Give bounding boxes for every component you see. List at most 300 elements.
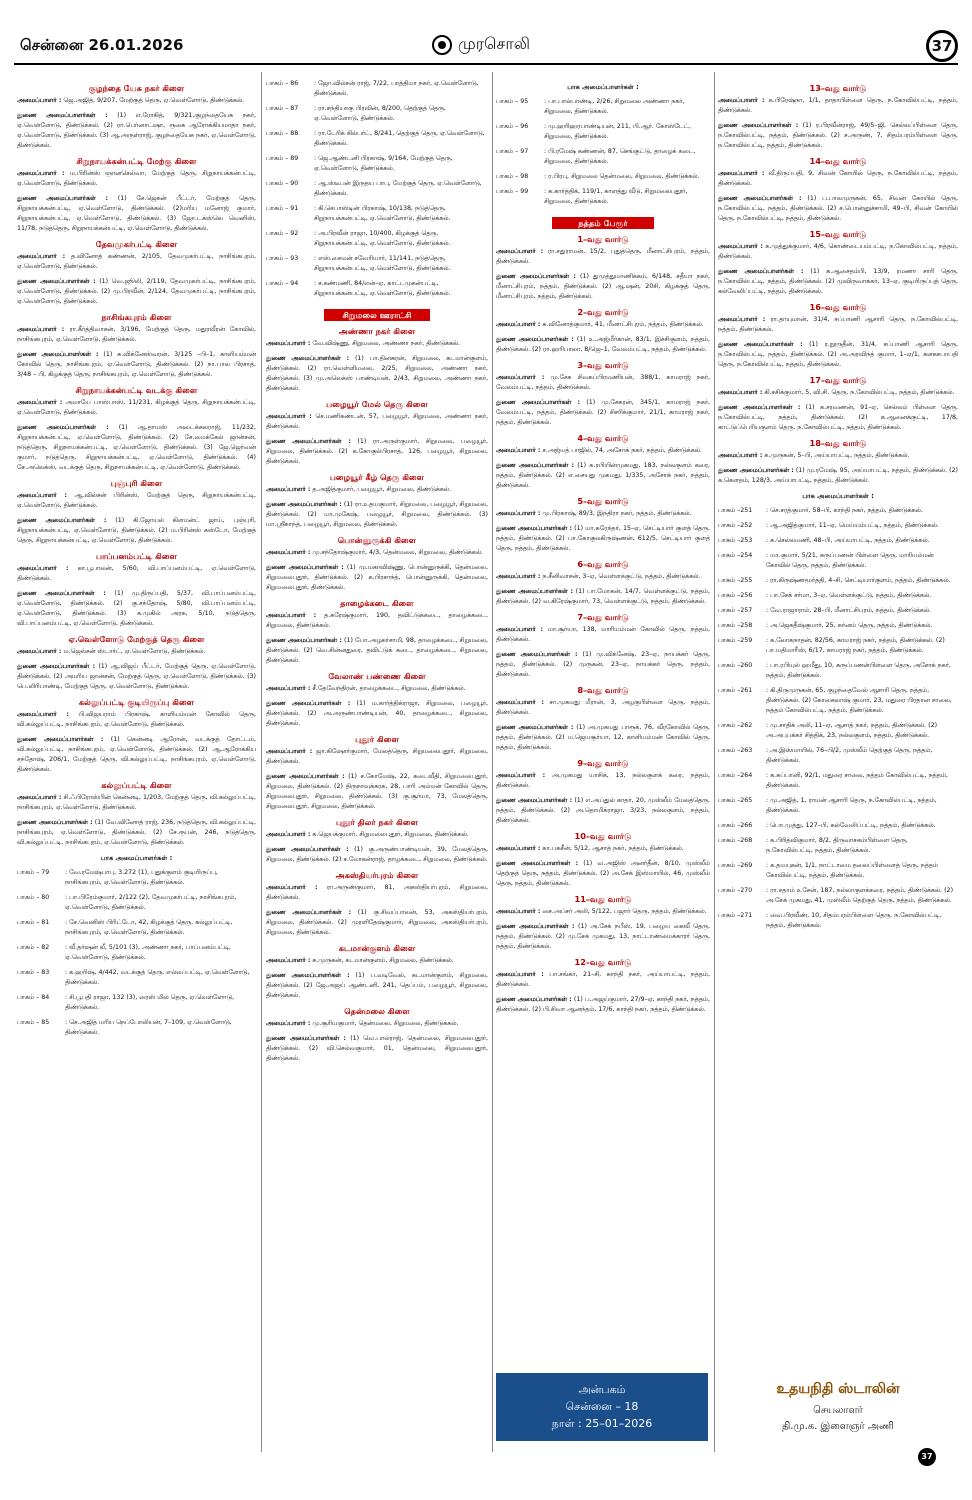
entry-paragraph (17, 491, 256, 511)
entry-paragraph (266, 354, 488, 394)
section-heading: வேலாண் பண்ணை கிளை (328, 671, 426, 681)
entry-text: த.சுரேஷ்குமார், 190, தவிட்டுக்கடை, தாழைக்கடை, சிறுமலை, திண்டுக்கல். (266, 612, 488, 629)
booth-details: : சே.வெனிஸ் பிரிட்டோ, 42, கிழக்குத் தெரு, கல்லுப்பட்டி, நாசிங்கபுரம், ஏ.வெள்ளோடு, திண்டுக்கல். (65, 919, 233, 936)
entry-text: (1) க.ஆசைதம்பி, 13/9, ரமணா சாரி தெரு, ந.கோவில்பட்டி, நத்தம், திண்டுக்கல். (2) முவிருவாக்கர், 13–ஏ, குடியிருப்புத் தெரு, கல்வேலிப்பட்டி, நத்தம், திண்டுக்கல். (718, 268, 958, 295)
entry-label: அமைப்பாளர் : (17, 711, 69, 718)
entry-paragraph (718, 388, 958, 398)
entry-text: (1) கென்னடி ஆரோன், வடக்குத் தோட்டம், வி.கல்லுப்பட்டி, நாசிங்கபுரம், ஏ.வெள்ளோடு, திண்டுக்கல். (2) ஆ.ஆரோக்கிய சந்தோஷ், 206/1, மேற்குத் தெரு, வி.கல்லுப்பட்டி, நாசிங்கபுரம், ஏ.வெள்ளோடு, திண்டுக்கல். (17, 736, 256, 773)
entry-label: அமைப்பாளர் : (17, 565, 69, 572)
booth-row (266, 128, 488, 153)
entry-text: (1) ரா.அருள்குமார், சிறுமலை, பழையூர், சிறுமலை, திண்டுக்கல். (2) க.கோகுல்பிரசாத், 126, பழையூர், சிறுமலை, திண்டுக்கல். (266, 438, 488, 465)
entry-paragraph (17, 111, 256, 151)
entry-label: அமைப்பாளர் : (718, 389, 763, 396)
entry-label: அமைப்பாளர் : (718, 97, 765, 104)
booth-number: பாகம் – 96 (496, 123, 529, 130)
entry-label: துணை அமைப்பாளர்கள் : (17, 351, 99, 358)
booth-table (496, 96, 710, 211)
entry-label: அமைப்பாளர் : (496, 510, 541, 517)
entry-label: அமைப்பாளர் : (17, 326, 65, 333)
booth-details: : க.கார்த்திக், 119/1, காளத்து வீடு, சிறுமலைபுதூர், சிறுமலை, திண்டுக்கல். (544, 188, 688, 205)
booth-details: : ர.பிரபு, சிறுமலை தென்மலை, சிறுமலை, திண்டுக்கல். (544, 173, 700, 180)
entry-paragraph (496, 272, 710, 302)
entry-label: அமைப்பாளர் : (266, 413, 312, 420)
entry-label: துணை அமைப்பாளர்கள் : (266, 355, 350, 362)
entry-text: கா.பகசீன், 5/12, ஆசாத் நகர், நத்தம், திண்டுக்கல். (542, 845, 684, 852)
entry-label: துணை அமைப்பாளர்கள் : (266, 637, 342, 644)
entry-text: (1) ச.கோமேஷ், 22, கடைவீதி, சிறுமலைபுதூர், சிறுமலை, திண்டுக்கல். (2) திருநாவுக்கரசு, 28, பாரி அம்மன் கோவில் தெரு, சிறுமலைபுதூர், சிறுமலை, திண்டுக்கல். (3) கு.சூர்யா, 73, மேலத்தெரு, சிறுமலைபுதூர், சிறுமலை, திண்டுக்கல். (266, 773, 488, 810)
entry-text: க.முருகன், 5–பி, அய்யாபட்டி, நத்தம், திண்டுக்கல். (764, 452, 910, 459)
booth-number: பாகம் – 99 (496, 188, 529, 195)
booth-number: பாகம் –256 (718, 592, 753, 599)
entry-paragraph (266, 747, 488, 767)
entry-label: அமைப்பாளர் : (496, 573, 541, 580)
entry-label: துணை அமைப்பாளர்கள் : (266, 846, 349, 853)
booth-details: : ரா.சந்தியாகு பிரவின், 8/200, தெற்குத் தெரு, ஏ.வெள்ளோடு, திண்டுக்கல். (314, 105, 446, 122)
booth-row (17, 942, 256, 967)
entry-text: (1) ப.வடிவேல், கடமான்குளம், சிறுமலை, திண்டுக்கல். (2) ஜே.அஜய் ஆண்டனி, 241, தெப்பம், பழையூர், சிறுமலை, திண்டுக்கல். (266, 972, 488, 999)
entry-paragraph (266, 563, 488, 593)
entry-label: துணை அமைப்பாளர்கள் : (496, 525, 572, 532)
booth-details: : வீ.தர்ஷன் லீ, 5/101 (3), அண்ணா நகர், பாப்பனம்பட்டி, ஏ.வெள்ளோடு, திண்டுக்கல். (65, 944, 231, 961)
booth-row (496, 186, 710, 211)
entry-paragraph (266, 684, 488, 694)
section-heading: 7–வது வார்டு (577, 612, 629, 622)
entry-label: அமைப்பாளர் : (718, 243, 763, 250)
entry-label: அமைப்பாளர் : (718, 452, 763, 459)
box-city: சென்னை – 18 (565, 1400, 639, 1413)
entry-text: (1) வெ.பால்ராஜ், தென்மலை, சிறுமலைபுதூர், திண்டுக்கல். (2) வி.செல்வகுமார், 01, தென்மலை, சிறுமலைபுதூர், திண்டுக்கல். (266, 1035, 488, 1062)
booth-details: : ரா.சதாம் உசேன், 187, நல்லாகுளக்கரை, நத்தம், திண்டுக்கல். (2) அ.சேக் முகமது, 41, முஸ்லீம் தெற்குத் தெரு, நத்தம், திண்டுக்கல். (766, 887, 954, 904)
booth-number: பாகம் –266 (718, 822, 753, 829)
entry-label: துணை அமைப்பாளர்கள் : (17, 278, 96, 285)
entry-paragraph (266, 500, 488, 530)
entry-paragraph (718, 340, 958, 370)
entry-label: துணை அமைப்பாளர்கள் : (496, 462, 575, 469)
entry-text: (1) ப.அஜய்குமார், 27/9–ஏ, காந்தி நகர், நத்தம், திண்டுக்கல். (2) பி.சிவா ஆனந்தம், 17/6, காந்தி நகர், நத்தம், திண்டுக்கல். (496, 996, 710, 1013)
entry-text: மு.சூரியகுமார், தென்மலை, சிறுமலை, திண்டுக்கல். (312, 1020, 459, 1027)
entry-text: (1) துமுத்துமாணிக்கம், 6/148, சதீயா நகர், மீனாட்சிபுரம், நத்தம், திண்டுக்கல். (2) ஆ.ஷன், 20சி, கிழக்குத் தெரு, மீனாட்சிபுரம், நத்தம், திண்டுக்கல். (496, 273, 710, 300)
entry-text: ஜெ.அஜித், 9/207, மேற்குத் தெரு, ஏ.வெள்ளோடு, திண்டுக்கல். (63, 97, 245, 104)
entry-paragraph (718, 267, 958, 297)
entry-paragraph (718, 466, 958, 486)
entry-paragraph (496, 524, 710, 554)
entry-paragraph (17, 325, 256, 345)
booth-number: பாகம் – 84 (17, 994, 50, 1001)
booth-number: பாகம் –263 (718, 747, 753, 754)
entry-text: க.முத்துக்குமார், 4/6, கொண்டையம்பட்டி, ந.கோவில்பட்டி, நத்தம், திண்டுக்கல். (718, 243, 958, 260)
entry-label: துணை அமைப்பாளர்கள் : (17, 112, 108, 119)
booth-details: : பொ.முத்து, 127–பி, கல்வேலிப்பட்டி, நத்தம், திண்டுக்கல். (766, 822, 936, 829)
entry-label: அமைப்பாளர் : (17, 97, 62, 104)
section-banner: சிறுமலை ஊராட்சி (324, 309, 431, 321)
booth-number: பாகம் –258 (718, 622, 753, 629)
entry-label: துணை அமைப்பாளர்கள் : (496, 399, 581, 406)
entry-paragraph (17, 423, 256, 473)
booth-details: : அ.பிரவீன் ராஜா, 10/400, கிழக்குத் தெரு, சிறுநாயக்கன்பட்டி, ஏ.வெள்ளோடு, திண்டுக்கல். (314, 230, 451, 247)
booth-row (17, 892, 256, 917)
section-heading: 13–வது வார்டு (809, 83, 867, 93)
entry-label: துணை அமைப்பாளர்கள் : (496, 588, 573, 595)
booth-number: பாகம் – 85 (17, 1019, 50, 1026)
entry-text: (1) போ.அழகர்சாமி, 98, தாழைக்கடை, சிறுமலை, திண்டுக்கல். (2) வெ.சின்னதுரை, தவிட்டுக் கடை, தாழைக்கடை, சிறுமலை, திண்டுக்கல். (266, 637, 488, 664)
booth-number: பாகம் –269 (718, 862, 753, 869)
entry-label: துணை அமைப்பாளர்கள் : (266, 909, 352, 916)
booth-details: : க.தமயுகன், 1/1, நாட்டாமை தலைப்பிள்ளைத் தெரு, நத்தம் கோவில்பட்டி, நத்தம், திண்டுக்கல். (766, 862, 938, 879)
entry-label: துணை அமைப்பாளர்கள் : (266, 564, 344, 571)
booth-row (718, 795, 958, 820)
entry-paragraph (496, 446, 710, 456)
entry-text: (1) அ.முகமது பாரூக், 76, வீரகோவில் தெரு, நத்தம், திண்டுக்கல். (2) ம.ஜெயசூர்யா, 12, காளியம்மன் கோவில் தெரு, நத்தம், திண்டுக்கல். (496, 724, 710, 751)
entry-label: துணை அமைப்பாளர்கள் : (17, 590, 106, 597)
entry-text: ரா.அருண்குமார், 81, அகஸ்தியர்புரம், சிறுமலை, திண்டுக்கல். (266, 884, 488, 901)
booth-details: : ச.கண்மணி, 84/என்–ஏ, காட்டமுகன்பட்டி, சிறுநாயக்கன்பட்டி, ஏ.வெள்ளோடு, திண்டுக்கல். (314, 280, 451, 297)
booth-details: : மு.ஹரிஹரபாண்டியன், 211, பி.ஆர். கோஸ்டேட், சிறுமலை, திண்டுக்கல். (544, 123, 691, 140)
section-heading: 14–வது வார்டு (809, 156, 867, 166)
entry-label: அமைப்பாளர் : (266, 340, 311, 347)
entry-text: (1) ம.கார்த்திக்ராஜா, சிறுமலை, பழையூர், திண்டுக்கல். (2) அ.அருண்பாண்டியன், 40, தாழைக்கடை, சிறுமலை, திண்டுக்கல். (266, 700, 488, 727)
entry-label: அமைப்பாளர் : (17, 648, 62, 655)
subheading: பாக அமைப்பாளர்கள் : (802, 492, 874, 500)
entry-label: துணை அமைப்பாளர்கள் : (266, 438, 351, 445)
entry-paragraph (266, 412, 488, 432)
entry-paragraph (496, 320, 710, 330)
entry-paragraph (496, 461, 710, 491)
entry-paragraph (496, 247, 710, 267)
entry-label: அமைப்பாளர் : (266, 884, 318, 891)
entry-label: அமைப்பாளர் : (496, 374, 545, 381)
entry-text: (1) சு.விக்னேஸ்வரன், 3/125 –பி–1, காளியம்மன் கோவில் தெரு, நாசிங்கபுரம், ஏ.வெள்ளோடு, திண்டுக்கல். (2) நா.பால பிரசாத், 3/48 – பி, கிழக்குத் தெரு, நாசிங்கபுரம், ஏ.வெள்ளோடு, திண்டுக்கல். (17, 351, 256, 378)
entry-text: சீ.தேவேந்திரன், தாழைக்கடை, சிறுமலை, திண்டுக்கல். (312, 685, 466, 692)
entry-paragraph (17, 710, 256, 730)
entry-text: ரா.சதுராமன், 15/2, புதுத்தெரு, மீனாட்சிபுரம், நத்தம், திண்டுக்கல். (496, 248, 710, 265)
entry-text: (1) க.ரபியின்முகமது, 183, நல்லகுளம் கரை, நத்தம், திண்டுக்கல். (2) எ.சையது முகமது, 1/335, அசோக் நகர், நத்தம், திண்டுக்கல். (496, 462, 710, 489)
entry-text: (1) மு.விக்னேஷ், 23–ஏ, நாயக்கர் தெரு, நத்தம், திண்டுக்கல். (2) முருகன், 23–ஏ, நாயக்கர் தெரு, நத்தம், திண்டுக்கல். (496, 651, 710, 678)
entry-paragraph (496, 650, 710, 680)
entry-text: (1) மு.ரமேஷ், 95, அய்யாபட்டி, நத்தம், திண்டுக்கல். (2) க.கௌதம், 128/3, அய்யாபட்டி, நத்தம், திண்டுக்கல். (718, 467, 958, 484)
entry-text: மா.சூர்யா, 138, மாரியம்மன் கோவில் தெரு, நத்தம், திண்டுக்கல். (496, 626, 710, 643)
entry-text: (1) ர.நூருதீன், 31/4, சப்பாணி ஆசாரி தெரு, ந.கோவில்பட்டி, நத்தம், திண்டுக்கல். (2) அ.அரவிந்த் குமார், 1–ஏ/1, களகசபாபதி தெரு, ந.கோவில்பட்டி, நத்தம், திண்டுக்கல். (718, 341, 958, 368)
entry-paragraph (266, 956, 488, 966)
entry-paragraph (496, 970, 710, 990)
entry-text: கி.சசிக்குமார், 5, வி.சி. தெரு, ந.கோவில்பட்டி, நத்தம், திண்டுக்கல். (764, 389, 955, 396)
box-date: நாள் : 25–01–2026 (551, 1417, 653, 1430)
entry-paragraph (17, 169, 256, 189)
entry-text: (1) க.சரவணன், 91–ஏ, செல்லம் பிள்ளை தெரு, ந.கோவில்பட்டி, நத்தம், திண்டுக்கல். (2) க.ஆனைக்குட்டி, 17/8, காட்டுப்பெரியகுளம் தெரு, ந.கோவில்பட்டி, நத்தம், திண்டுக்கல். (718, 404, 958, 431)
booth-details: : கி.திருமுருகன், 65, குழந்தைவேல் ஆசாரி தெரு, நத்தம், திண்டுக்கல். (2) கோகைலாஷ் குமார், 23, மதுரை பிரதான சாலை, நத்தம் கோவில்பட்டி, நத்தம், திண்டுக்கல். (766, 687, 952, 714)
booth-row (718, 720, 958, 745)
entry-label: துணை அமைப்பாளர்கள் : (266, 773, 345, 780)
entry-paragraph (266, 1034, 488, 1064)
entry-text: ச.அஜ்மத் பாஜில், 74, அசோக் நகர், நத்தம், திண்டுக்கல். (542, 447, 702, 454)
booth-row (718, 835, 958, 860)
booth-row (718, 635, 958, 660)
entry-label: அமைப்பாளர் : (17, 253, 66, 260)
booth-number: பாகம் – 97 (496, 148, 529, 155)
booth-details: : ஆ.ஸ்டீபன் இருதய பாபு, மேற்குத் தெரு, ஏ.வெள்ளோடு, திண்டுக்கல். (314, 180, 482, 197)
entry-text: பா.சங்கர், 21–சி, காந்தி நகர், அய்யாபட்டி, நத்தம், திண்டுக்கல். (496, 971, 710, 988)
entry-paragraph (266, 971, 488, 1001)
entry-text: (1) ப.பாலமுருகன், 65, சிவன் கோயில் தெரு, ந.கோவில்பட்டி, நத்தம், திண்டுக்கல். (2) ச.பொன்னுச்சாமி, 49–பி, சிவன் கோயில் தெரு, ந.கோவில்பட்டி, நத்தம், திண்டுக்கல். (718, 195, 958, 222)
entry-paragraph (496, 625, 710, 645)
section-heading: சிறுநாயக்கன்பட்டி மேற்கு கிளை (76, 156, 197, 166)
entry-label: அமைப்பாளர் : (17, 170, 65, 177)
entry-paragraph (496, 771, 710, 791)
entry-paragraph (266, 1019, 488, 1029)
booth-details: : சி.பூபதி ராஜா, 132 (3), ரைஸ் மில் தெரு, ஏ.வெள்ளோடு, திண்டுக்கல். (65, 994, 235, 1011)
booth-row (718, 620, 958, 635)
section-heading: 6–வது வார்டு (577, 559, 629, 569)
entry-text: சு.வினோத்குமார், 41, மீனாட்சிபுரம், நத்தம், திண்டுக்கல். (542, 321, 704, 328)
entry-text: அமாயே பாஸ்பாஸ், 11/231, கிழக்குத் தெரு, சிறுநாயக்கன்பட்டி, ஏ.வெள்ளோடு, திண்டுக்கல். (17, 399, 256, 416)
entry-label: அமைப்பாளர் : (718, 170, 765, 177)
section-heading: 4–வது வார்டு (577, 433, 629, 443)
section-heading: தென்மலை கிளை (344, 1006, 410, 1016)
booth-row (718, 910, 958, 935)
section-heading: புதூர் கிளை (355, 734, 399, 744)
entry-text: (1) மா.சுரேந்தர், 15–ஏ, செட்டியார் குளத் தெரு, நத்தம், திண்டுக்கல். (2) பா.கோகுலகிருஷ்ணன், 612/5, செட்டியார் குளத் தெரு, நத்தம், திண்டுக்கல். (496, 525, 710, 552)
booth-number: பாகம் –259 (718, 637, 753, 644)
entry-paragraph (266, 908, 488, 938)
booth-row (266, 253, 488, 278)
booth-number: பாகம் –261 (718, 687, 753, 694)
booth-number: பாகம் – 88 (266, 130, 299, 137)
booth-details: : எஸ்.சைமன் சவேரியார், 11/141, நடுத்தெரு, சிறுநாயக்கன்பட்டி, ஏ.வெள்ளோடு, திண்டுக்கல். (314, 255, 451, 272)
subheading: பாக அமைப்பாளர்கள் : (100, 854, 173, 862)
entry-label: துணை அமைப்பாளர்கள் : (17, 195, 109, 202)
booth-number: பாகம் –260 (718, 662, 753, 669)
masthead (432, 34, 530, 55)
booth-details: : பா.பால்பாண்டி, 2/26, சிறுமலை அண்ணா நகர், சிறுமலை, திண்டுக்கல். (544, 98, 685, 115)
section-heading: கடமான்குளம் கிளை (338, 943, 416, 953)
entry-label: அமைப்பாளர் : (266, 748, 313, 755)
booth-row (17, 917, 256, 942)
section-heading: குழந்தை யேசு நகர் கிளை (88, 83, 185, 93)
section-heading: தாழைக்கடை கிளை (340, 598, 414, 608)
entry-label: அமைப்பாளர் : (496, 248, 544, 255)
entry-text: (1) ர.பிரவீன்ராஜ், 49/5–ஜி, செல்லப்பிள்ளை தெரு, ந.கோவில்பட்டி, நத்தம், திண்டுக்கல். (2) ச.அருண், 7, சிதம்பரம்பிள்ளை தெரு, ந.கோவில்பட்டி, நத்தம், திண்டுக்கல். (718, 122, 958, 149)
entry-text: ம.பிரின்ஸ் ஞானசெல்வா, மேற்குத் தெரு, சிறுநாயக்கன்பட்டி, ஏ.வெள்ளோடு, திண்டுக்கல். (17, 170, 256, 187)
entry-paragraph (17, 662, 256, 692)
entry-paragraph (17, 252, 256, 272)
booth-number: பாகம் – 91 (266, 205, 299, 212)
booth-details: : க.ஹரிஷ், 4/442, வடக்குத் தெரு, எல்லப்பட்டி, ஏ.வெள்ளோடு, திண்டுக்கல். (65, 969, 250, 986)
entry-text: (1) உ.அஜ்மீர்கான், 83/1, இச்சிகுளம், நத்தம், திண்டுக்கல். (2) ரா.ஹரிபாலா, 8/ஜெ–1, வேலம்பட்டி, நத்தம், திண்டுக்கல். (496, 336, 710, 353)
booth-details: : க.பிரித்விகுமார், 8/2, திருவாசகம்பிள்ளை தெரு, ந.கோவில்பட்டி, நத்தம், திண்டுக்கல். (766, 837, 908, 854)
booth-number: பாகம் – 94 (266, 280, 299, 287)
booth-row (17, 1017, 256, 1042)
booth-details: : மு.சாதிக் அலி, 11–ஏ, ஆசாத் நகர், நத்தம், திண்டுக்கல். (2) அ.அபுபக்கர் சித்திக், 23, நல்லகுளம், நத்தம், திண்டுக்கல். (766, 722, 938, 739)
entry-text: பி.விஜயராம் பிரகாஷ், காளியம்மன் கோவில் தெரு, வி.கல்லுப்பட்டி, நாசிங்கபுரம், ஏ.வெள்ளோடு, திண்டுக்கல். (17, 711, 256, 728)
entry-paragraph (496, 398, 710, 428)
entry-text: வே.விஷ்ணு, சிறுமலை, அண்ணா நகர், திண்டுக்கல். (312, 340, 461, 347)
entry-label: துணை அமைப்பாளர்கள் : (496, 724, 574, 731)
section-heading: 8–வது வார்டு (577, 685, 629, 695)
booth-number: பாகம் – 87 (266, 105, 299, 112)
entry-label: அமைப்பாளர் : (17, 794, 62, 801)
section-heading: பழையூர் கீழ் தெரு கிளை (329, 472, 425, 482)
entry-text: (1) ஆ.தாமஸ் அடைக்கலராஜ், 11/232, சிறுநாயக்கன்பட்டி, ஏ.வெள்ளோடு, திண்டுக்கல். (2) சே.மைக்கேல் ஜான்சன், நடுத்தெரு, சிறுநாயக்கன்பட்டி, ஏ.வெள்ளோடு, திண்டுக்கல். (3) ஜே.ஜெர்வன் குமார், நடுத்தெரு, சிறுநாயக்கன்பட்டி, ஏ.வெள்ளோடு, திண்டுக்கல். (4) சே.அலெக்ஸ், வடக்குத் தெரு, சிறுநாயக்கன்பட்டி, ஏ.வெள்ளோடு, திண்டுக்கல். (17, 424, 256, 471)
entry-text: வீ.திருப்பதி, 9, சிவன் கோயில் தெரு, ந.கோவில்பட்டி, நத்தம், திண்டுக்கல். (718, 170, 958, 187)
booth-number: பாகம் –268 (718, 837, 753, 844)
entry-label: துணை அமைப்பாளர்கள் : (266, 1035, 347, 1042)
booth-row (266, 178, 488, 203)
signatory-wing: தி.மு.க. இளைஞர் அணி (782, 1421, 894, 1432)
booth-number: பாகம் –265 (718, 797, 753, 804)
entry-text: (1) மு.திருப்பதி, 5/37, வி.பாப்பனம்பட்டி, ஏ.வெள்ளோடு, திண்டுக்கல். (2) கு.சந்தோஷ், 5/80, வி.பாப்பனம்பட்டி, ஏ.வெள்ளோடு, திண்டுக்கல். (3) க.முகில் அரசு, 5/10, நடுத்தெரு, வி.பாப்பனம்பட்டி, ஏ.வெள்ளோடு, திண்டுக்கல். (17, 590, 256, 627)
entry-label: துணை அமைப்பாளர்கள் : (718, 195, 802, 202)
entry-paragraph (17, 735, 256, 775)
entry-label: துணை அமைப்பாளர்கள் : (718, 268, 804, 275)
section-heading: 15–வது வார்டு (809, 229, 867, 239)
masthead-logo-icon (432, 35, 452, 55)
header-rule (14, 63, 958, 65)
booth-row (496, 96, 710, 121)
entry-paragraph (17, 647, 256, 657)
entry-paragraph (17, 350, 256, 380)
booth-row (718, 770, 958, 795)
entry-paragraph (496, 844, 710, 854)
section-heading: அகஸ்தியர்புரம் கிளை (335, 870, 419, 880)
section-heading: 9–வது வார்டு (577, 758, 629, 768)
booth-number: பாகம் – 83 (17, 969, 50, 976)
booth-number: பாகம் – 98 (496, 173, 529, 180)
column-3 (496, 78, 710, 1366)
booth-number: பாகம் – 95 (496, 98, 529, 105)
section-heading: நாசிங்கபுரம் கிளை (101, 312, 172, 322)
entry-paragraph (496, 572, 710, 582)
page-date: சென்னை 26.01.2026 (20, 36, 184, 54)
entry-label: துணை அமைப்பாளர்கள் : (718, 341, 803, 348)
booth-details: : கி.செபாஸ்டின் பிரகாஷ், 10/138, நடுத்தெரு, சிறுநாயக்கன்பட்டி, ஏ.வெள்ளோடு, திண்டுக்கல். (314, 205, 451, 222)
entry-paragraph (496, 995, 710, 1015)
entry-paragraph (17, 398, 256, 418)
entry-label: துணை அமைப்பாளர்கள் : (496, 651, 578, 658)
booth-row (718, 820, 958, 835)
booth-row (718, 505, 958, 520)
entry-paragraph (266, 611, 488, 631)
section-heading: 5–வது வார்டு (577, 496, 629, 506)
entry-label: துணை அமைப்பாளர்கள் : (17, 517, 107, 524)
booth-table (718, 505, 958, 935)
entry-label: துணை அமைப்பாளர்கள் : (718, 467, 794, 474)
booth-row (718, 550, 958, 575)
entry-paragraph (266, 548, 488, 558)
booth-row (718, 685, 958, 720)
masthead-title: முரசொலி (458, 34, 530, 53)
page-header (14, 30, 958, 64)
entry-label: அமைப்பாளர் : (266, 831, 311, 838)
booth-number: பாகம் – 79 (17, 869, 50, 876)
entry-text: கா.பூபாலன், 5/60, வி.பாப்பனம்பட்டி, ஏ.வெள்ளோடு, திண்டுக்கல். (17, 565, 256, 582)
booth-row (496, 171, 710, 186)
entry-label: துணை அமைப்பாளர்கள் : (496, 860, 579, 867)
entry-paragraph (496, 698, 710, 718)
entry-label: துணை அமைப்பாளர்கள் : (718, 122, 799, 129)
booth-row (266, 78, 488, 103)
booth-details: : சு.செல்லமணி, 48–பி, அய்யாபட்டி, நத்தம், திண்டுக்கல். (766, 537, 930, 544)
booth-row (718, 520, 958, 535)
booth-row (718, 575, 958, 590)
booth-details: : வே.ரமேஷ்பாபு, 3.272 (1), புதுக்குளம் குடியிருப்பு, நாசிங்கபுரம், ஏ.வெள்ளோடு, திண்டுக்கல். (65, 869, 218, 886)
booth-number: பாகம் – 86 (266, 80, 299, 87)
booth-row (17, 967, 256, 992)
entry-paragraph (17, 589, 256, 629)
entry-paragraph (718, 403, 958, 433)
booth-row (718, 745, 958, 770)
booth-details: : ரா.கிருஷ்ணமூர்த்தி, 4–சி, செட்டியார்குளம், நத்தம், திண்டுக்கல். (766, 577, 951, 584)
entry-paragraph (266, 883, 488, 903)
entry-paragraph (718, 315, 958, 335)
entry-label: துணை அமைப்பாளர்கள் : (496, 923, 575, 930)
section-heading: 3–வது வார்டு (577, 360, 629, 370)
booth-row (718, 885, 958, 910)
subheading: பாக அமைப்பாளர்கள் : (567, 83, 639, 91)
booth-row (266, 153, 488, 178)
section-heading: புஞ்புரி கிளை (110, 478, 163, 488)
entry-label: அமைப்பாளர் : (496, 908, 541, 915)
booth-number: பாகம் –252 (718, 522, 753, 529)
booth-row (718, 605, 958, 620)
entry-paragraph (266, 830, 488, 840)
booth-number: பாகம் – 80 (17, 894, 50, 901)
section-heading: தேவமுகர்பட்டி கிளை (95, 239, 178, 249)
booth-details: : பா.ரபியுல் ஹமீது, 10, கருப்பணன்பிள்ளை தெரு, அசோக் நகர், நத்தம், திண்டுக்கல். (766, 662, 951, 679)
booth-details: : பா.பிரேம்குமார், 2/122 (2), தேவமுகர்பட்டி, நாசிங்கபுரம், ஏ.வெள்ளோடு, திண்டுக்கல். (65, 894, 237, 911)
entry-label: அமைப்பாளர் : (496, 772, 546, 779)
entry-label: துணை அமைப்பாளர்கள் : (496, 273, 576, 280)
booth-row (496, 121, 710, 146)
entry-text: (1) கி.ஜோயல் கிளமன்ட் ஜாய், புஞ்புரி, சிறுநாயக்கன்பட்டி, ஏ.வெள்ளோடு, திண்டுக்கல். (2) ம.பிரின்ஸ் கஸ்டோ, மேற்குத் தெரு, சிறுநாயக்கன்பட்டி, ஏ.வெள்ளோடு, திண்டுக்கல். (17, 517, 256, 544)
entry-text: (1) ரா.உதயகுமார், சிறுமலை, பழையூர், சிறுமலை, திண்டுக்கல். (2) மா.முகேஷ், பழையூர், சிறுமலை, திண்டுக்கல். (3) மா.ஸ்ரீகாந்த், பழையூர், சிறுமலை, திண்டுக்கல். (266, 501, 488, 528)
booth-number: பாகம் – 90 (266, 180, 299, 187)
entry-text: த.அஜித்குமார், பழையூர், சிறுமலை, திண்டுக்கல். (312, 486, 451, 493)
booth-table (17, 867, 256, 1042)
entry-text: (1) மு.மகாவிஷ்ணு, பொன்னுருக்கி, தென்மலை, சிறுமலைபுதூர், திண்டுக்கல். (2) க.பிரசாந்த், பொன்னுருக்கி, தென்மலை, சிறுமலைபுதூர், திண்டுக்கல். (266, 564, 488, 591)
entry-label: துணை அமைப்பாளர்கள் : (17, 424, 109, 431)
entry-paragraph (266, 485, 488, 495)
section-heading: சிறுநாயக்கன்பட்டி வடக்கு கிளை (75, 385, 198, 395)
booth-row (718, 860, 958, 885)
entry-label: அமைப்பாளர் : (266, 486, 311, 493)
entry-text: சா.முகமது மீரான், 3, அழகுபிள்ளை தெரு, நத்தம், திண்டுக்கல். (496, 699, 710, 716)
entry-text: த.வினோத் கண்ணன், 2/105, தேவமுகர்பட்டி, நாசிங்கபுரம், ஏ.வெள்ளோடு, திண்டுக்கல். (17, 253, 256, 270)
entry-paragraph (17, 194, 256, 234)
section-heading: 12–வது வார்டு (574, 957, 632, 967)
entry-text: க.பிரேஷ்நா, 1/1, தாதாபிள்ளை தெரு, ந.கோவில்பட்டி, நத்தம், திண்டுக்கல். (718, 97, 958, 114)
booth-number: பாகம் –251 (718, 507, 753, 514)
entry-paragraph (266, 339, 488, 349)
entry-text: (1) எ.ரோகித், 9/321,குழந்தையேசு நகர், ஏ.வெள்ளோடு, திண்டுக்கல். (2) ரா.பெர்னாட்ஷா, ரூகை ஆரோக்கியமாதா நகர், ஏ.வெள்ளோடு, திண்டுக்கல். (3) ஆ.அருள்ராஜ், குழந்தையேசு நகர், ஏ.வெள்ளோடு, திண்டுக்கல். (17, 112, 256, 149)
entry-label: துணை அமைப்பாளர்கள் : (266, 700, 351, 707)
entry-paragraph (496, 907, 710, 917)
entry-label: அமைப்பாளர் : (496, 971, 544, 978)
booth-details: : ரா.டேரிக் கில்பர்ட், 8/241, தெற்குத் தெரு, ஏ.வெள்ளோடு, திண்டுக்கல். (314, 130, 485, 147)
entry-label: அமைப்பாளர் : (266, 685, 311, 692)
booth-details: : ஜெ.ஆண்டனி பிரகாஷ், 9/164, மேற்குத் தெரு, ஏ.வெள்ளோடு, திண்டுக்கல். (314, 155, 453, 172)
section-banner: நத்தம் பேரூர் (552, 217, 655, 229)
entry-paragraph (718, 194, 958, 224)
booth-details: : பி.ரமேஷ் கண்ணன், 87, செங்குட்டு, தாழைக் கடை, சிறுமலை, திண்டுக்கல். (544, 148, 696, 165)
booth-number: பாகம் – 92 (266, 230, 299, 237)
section-heading: 17–வது வார்டு (809, 375, 867, 385)
entry-label: அமைப்பாளர் : (17, 492, 67, 499)
entry-paragraph (266, 437, 488, 467)
booth-number: பாகம் –255 (718, 577, 753, 584)
booth-details: : வே.ராஜாராம், 28–பி, மீனாட்சிபுரம், நத்தம், திண்டுக்கல். (766, 607, 932, 614)
booth-details: : செ.சரத்குமார், 58–பி, காந்தி நகர், நத்தம், திண்டுக்கல். (766, 507, 923, 514)
booth-table (266, 78, 488, 303)
entry-text: ந.சீனிவாசன், 3–ஏ, வெள்ளக்குட்டு, நத்தம், திண்டுக்கல். (542, 573, 701, 580)
